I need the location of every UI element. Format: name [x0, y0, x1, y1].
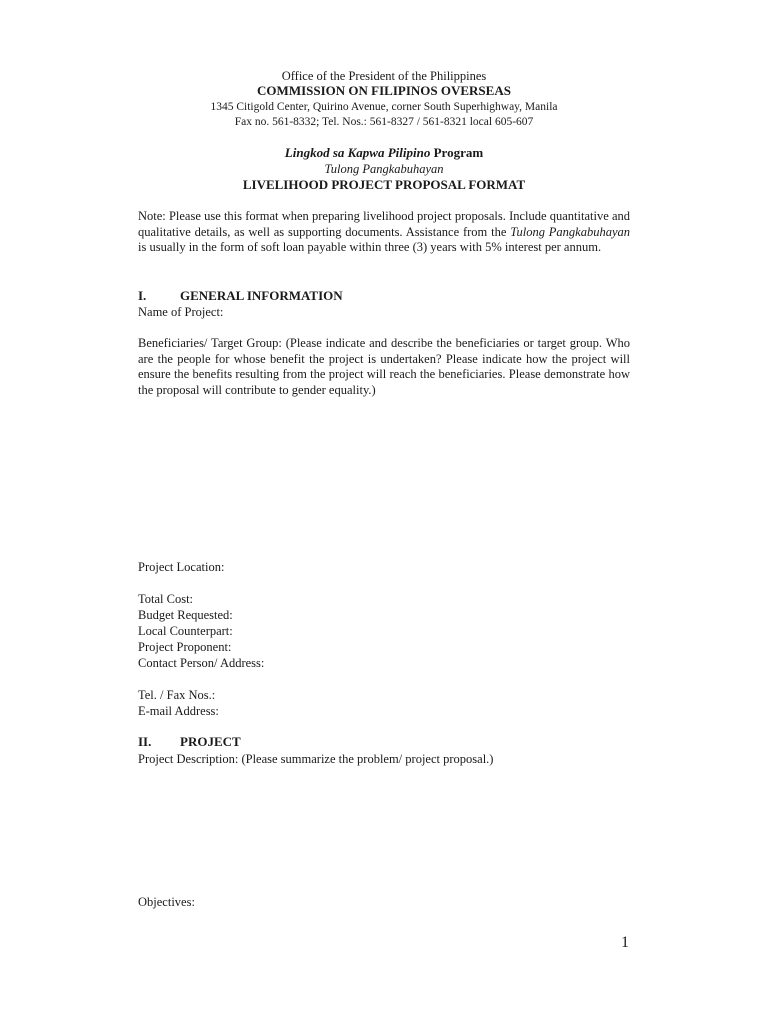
local-counterpart-label: Local Counterpart: [138, 624, 233, 638]
program-subtitle: Tulong Pangkabuhayan [324, 162, 444, 176]
section-2-number: II. [138, 734, 152, 749]
program-word: Program [430, 145, 484, 160]
note-text-1: Note: Please use this format when preparing livelihood project proposals. Include quantitative and qualitative details, as well as supporting documents. Assistance from the [138, 209, 630, 239]
beneficiaries-paragraph: Beneficiaries/ Target Group: (Please indicate and describe the beneficiaries or target group. Who are the people for whose benefit the project is undertaken? Please indicate how the project will ensure the benefits resulting from the project will reach the beneficiaries. Please demonstrate how the proposal will contribute to gender equality.) [138, 336, 630, 397]
document-title: LIVELIHOOD PROJECT PROPOSAL FORMAT [242, 177, 526, 192]
section-2-title: PROJECT [180, 734, 241, 749]
name-of-project-label: Name of Project: [138, 305, 224, 319]
section-1-number: I. [138, 288, 147, 303]
section-1-heading [138, 288, 343, 304]
section-1-title: GENERAL INFORMATION [180, 288, 343, 303]
section-2-heading [138, 734, 241, 750]
commission-name: COMMISSION ON FILIPINOS OVERSEAS [257, 83, 511, 98]
project-location-label: Project Location: [138, 560, 225, 574]
contact-line: Fax no. 561-8332; Tel. Nos.: 561-8327 / 561-8321 local 605-607 [234, 116, 534, 128]
contact-person-label: Contact Person/ Address: [138, 656, 265, 670]
total-cost-label: Total Cost: [138, 592, 194, 606]
note-paragraph [138, 209, 630, 256]
tel-fax-label: Tel. / Fax Nos.: [138, 688, 216, 702]
project-description-label: Project Description: (Please summarize the problem/ project proposal.) [138, 752, 494, 766]
budget-requested-label: Budget Requested: [138, 608, 233, 622]
project-proponent-label: Project Proponent: [138, 640, 232, 654]
program-title [0, 145, 768, 161]
note-text-2: is usually in the form of soft loan payable within three (3) years with 5% interest per annum. [138, 240, 602, 254]
address-line: 1345 Citigold Center, Quirino Avenue, corner South Superhighway, Manila [210, 101, 558, 113]
note-italic: Tulong Pangkabuhayan [510, 224, 630, 239]
program-name: Lingkod sa Kapwa Pilipino [284, 145, 431, 160]
office-line: Office of the President of the Philippines [281, 69, 487, 83]
objectives-label: Objectives: [138, 895, 195, 909]
page-number: 1 [621, 934, 629, 951]
email-label: E-mail Address: [138, 704, 219, 718]
